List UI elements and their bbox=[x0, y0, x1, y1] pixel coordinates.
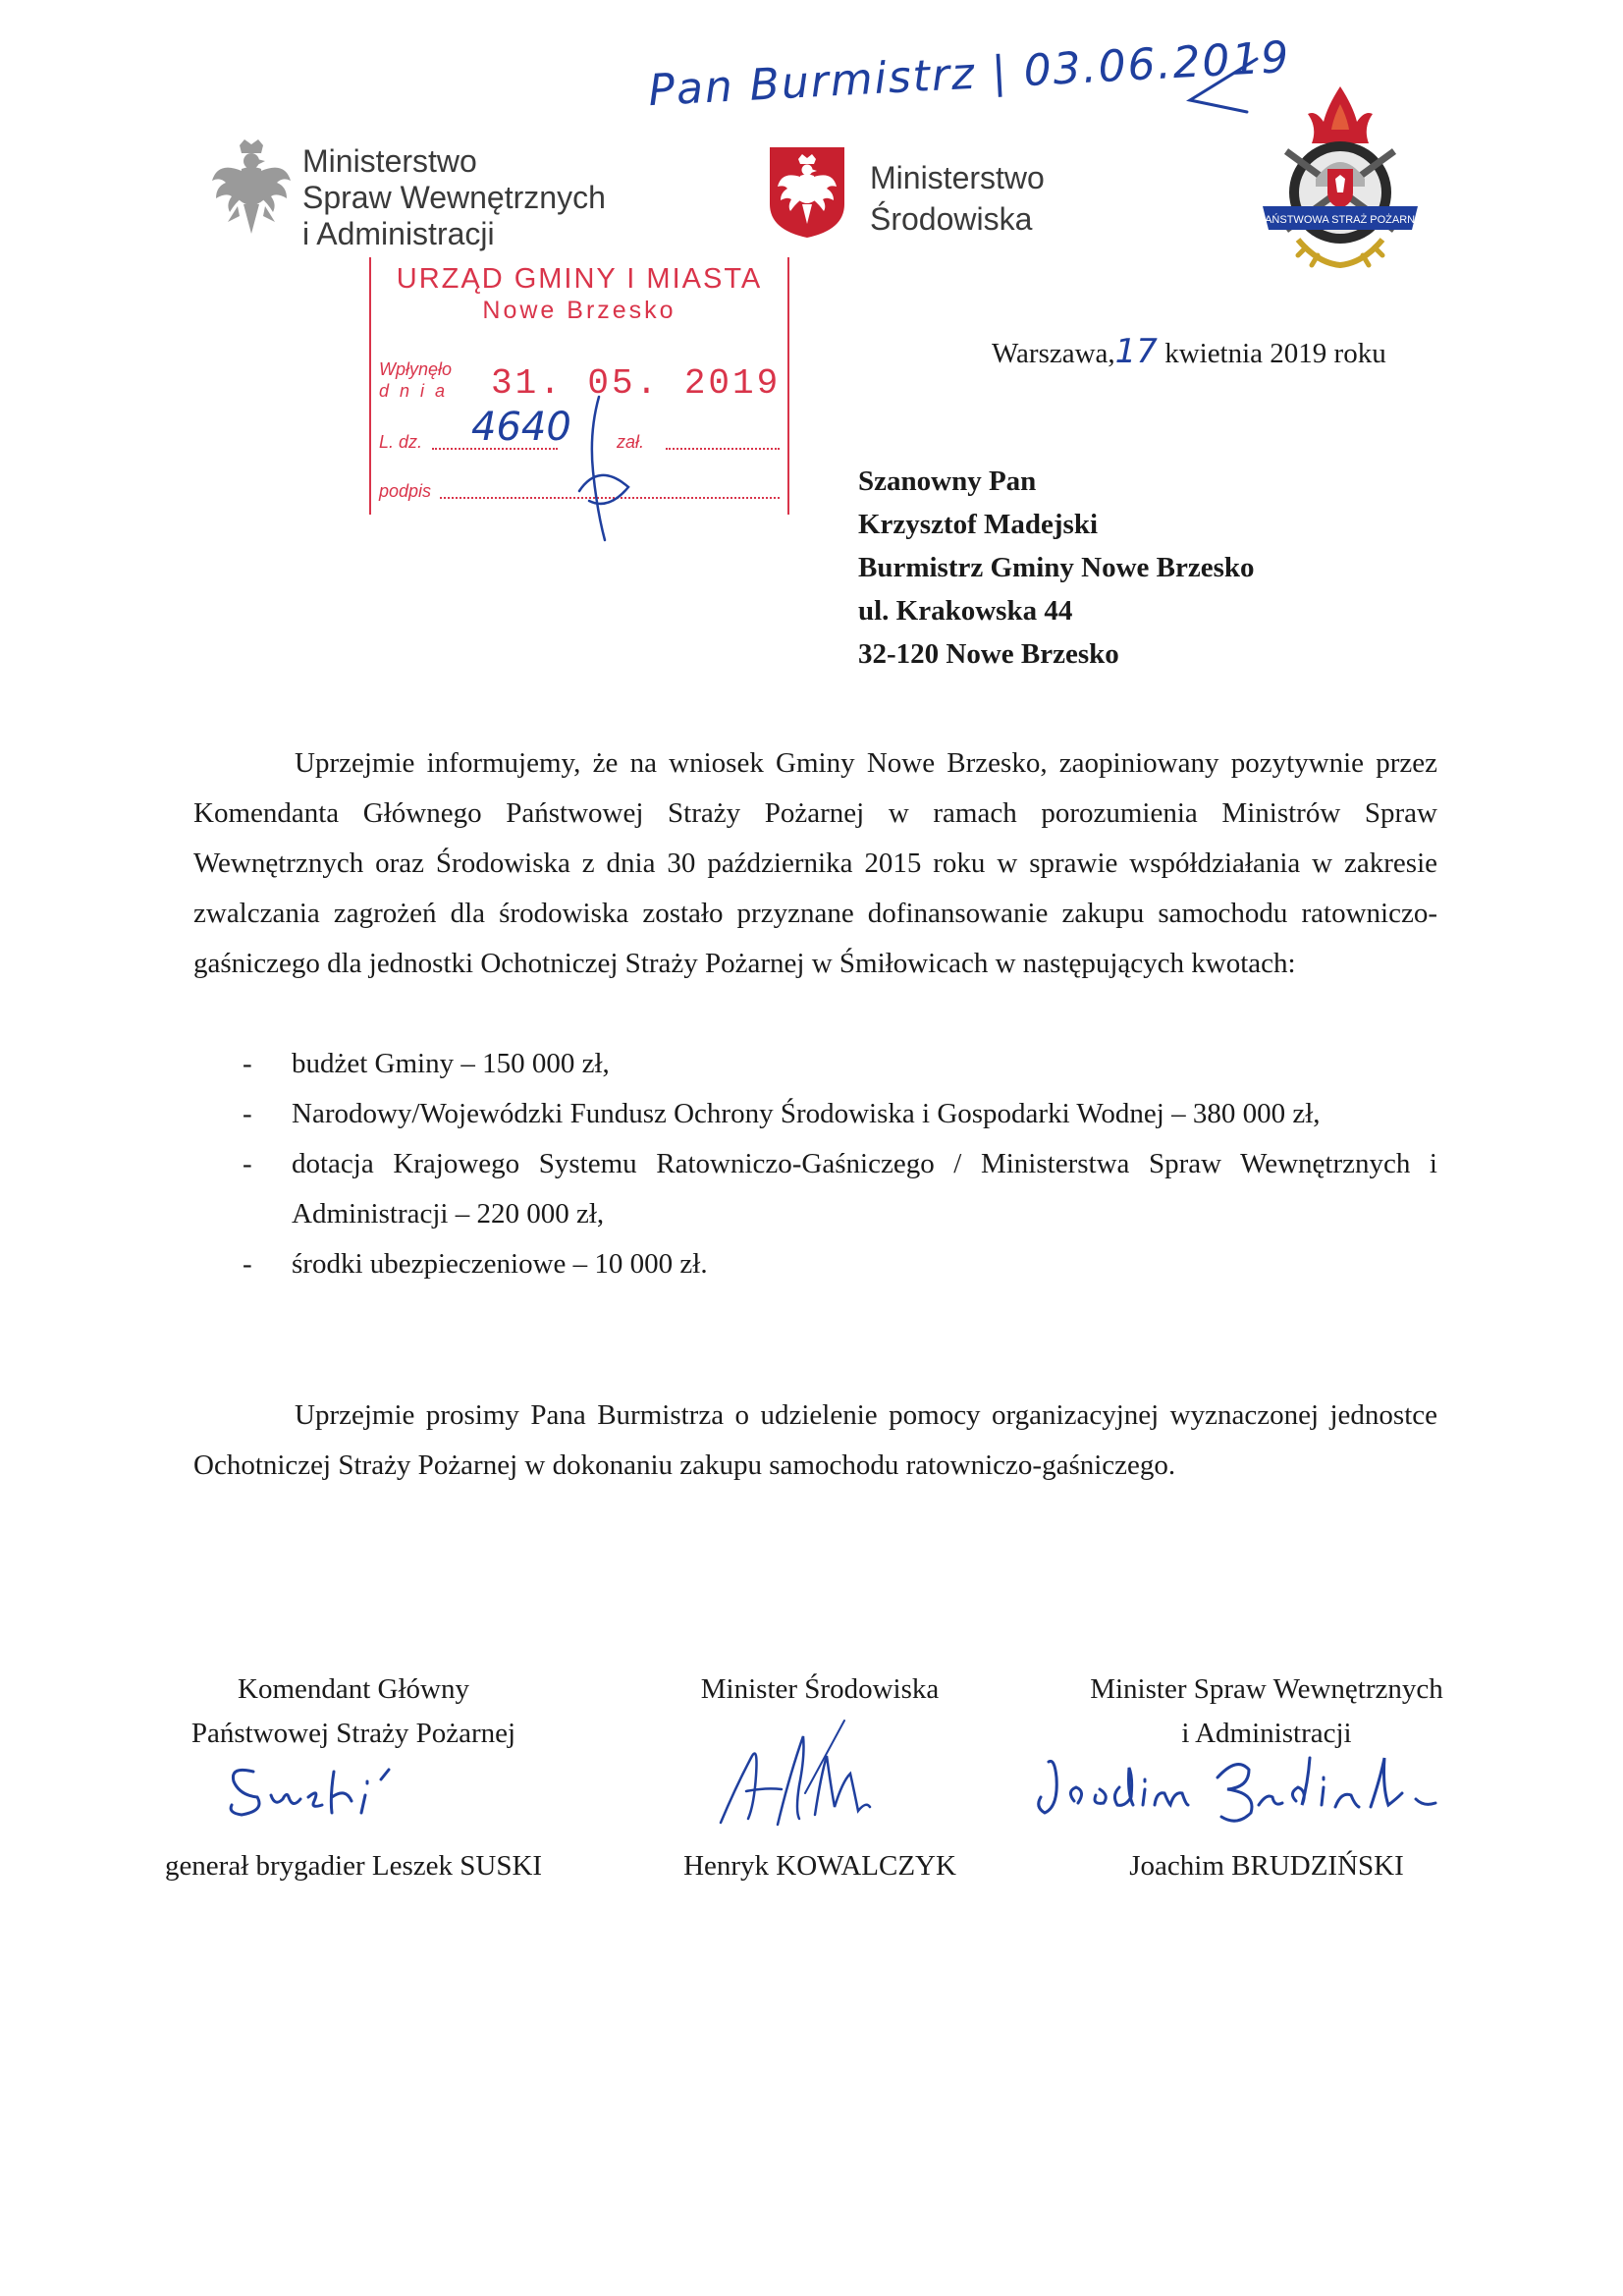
list-item: - dotacja Krajowego Systemu Ratowniczo-Gaśniczego / Ministerstwa Spraw Wewnętrznych i Administracji – 220 000 zł, bbox=[243, 1148, 1437, 1230]
psp-fire-service-emblem-icon bbox=[1259, 82, 1422, 269]
handwritten-day: 17 bbox=[1114, 332, 1158, 371]
signature-title-mswia: Minister Spraw Wewnętrznych i Administracji bbox=[1090, 1673, 1443, 1749]
psp-ribbon-text: PAŃSTWOWA STRAŻ POŻARNA bbox=[1259, 214, 1422, 226]
letter-date: Warszawa,17 kwietnia 2019 roku bbox=[992, 332, 1386, 371]
funding-list bbox=[193, 1039, 1437, 1289]
handwritten-note: Pan Burmistrz | 03.06.2019 bbox=[647, 31, 1292, 117]
list-item: - Narodowy/Wojewódzki Fundusz Ochrony Środowiska i Gospodarki Wodnej – 380 000 zł, bbox=[243, 1098, 1321, 1129]
signatory-name-mswia: Joachim BRUDZIŃSKI bbox=[1129, 1850, 1404, 1882]
stamp-office-name: URZĄD GMINY I MIASTA bbox=[396, 263, 763, 295]
signature-title-psp: Komendant Główny Państwowej Straży Pożarnej bbox=[190, 1673, 516, 1749]
stamp-attachments-label: zał. bbox=[617, 432, 645, 452]
stamp-received-date: 31. 05. 2019 bbox=[491, 363, 782, 404]
handwritten-checkmark-icon bbox=[1178, 51, 1267, 120]
list-item: - środki ubezpieczeniowe – 10 000 zł. bbox=[243, 1248, 708, 1280]
stamp-signature-label: podpis bbox=[379, 481, 432, 501]
stamp-ref-number: 4640 bbox=[471, 405, 571, 450]
ms-ministry-name: Ministerstwo Środowiska bbox=[870, 160, 1045, 237]
body-paragraph-2: Uprzejmie prosimy Pana Burmistrza o udzielenie pomocy organizacyjnej wyznaczonej jednostce Ochotniczej Straży Pożarnej w dokonaniu zakupu samochodu ratowniczo-gaśniczego. bbox=[193, 1399, 1437, 1481]
stamp-ref-label: L. dz. bbox=[379, 432, 423, 452]
stamp-town-name: Nowe Brzesko bbox=[482, 297, 676, 324]
recipient-address: Szanowny Pan Krzysztof Madejski Burmistrz Gminy Nowe Brzesko ul. Krakowska 44 32-120 Nowe Brzesko bbox=[858, 465, 1255, 670]
body-paragraph-1: Uprzejmie informujemy, że na wniosek Gminy Nowe Brzesko, zaopiniowany pozytywnie przez Komendanta Głównego Państwowej Straży Pożarnej w ramach porozumienia Ministrów Spraw Wewnętrznych oraz Środowiska z dnia 30 października 2015 roku w sprawie współdziałania w zakresie zwalczania zagrożeń dla środowiska zostało przyznane dofinansowanie zakupu samochodu ratowniczo-gaśniczego dla jednostki Ochotniczej Straży Pożarnej w Śmiłowicach w następujących kwotach: bbox=[193, 747, 1437, 979]
signatory-name-psp: generał brygadier Leszek SUSKI bbox=[164, 1850, 543, 1882]
stamp-initials-signature bbox=[560, 393, 648, 550]
signatory-name-ms: Henryk KOWALCZYK bbox=[683, 1850, 956, 1882]
stamp-received-label: Wpłynęło bbox=[379, 359, 453, 379]
handwritten-signature-suski bbox=[218, 1758, 434, 1827]
handwritten-signature-brudzinski bbox=[1031, 1748, 1492, 1846]
list-item: - budżet Gminy – 150 000 zł, bbox=[243, 1048, 610, 1079]
stamp-received-label-2: d n i a bbox=[379, 381, 449, 401]
stamp-attachments-dotted-line bbox=[666, 448, 780, 450]
polish-eagle-emblem-icon bbox=[208, 137, 295, 244]
mswia-ministry-name: Ministerstwo Spraw Wewnętrznych i Administracji bbox=[302, 143, 606, 251]
handwritten-signature-kowalczyk bbox=[707, 1717, 903, 1834]
signature-title-ms: Minister Środowiska bbox=[700, 1673, 940, 1705]
polish-eagle-shield-icon bbox=[768, 145, 846, 240]
